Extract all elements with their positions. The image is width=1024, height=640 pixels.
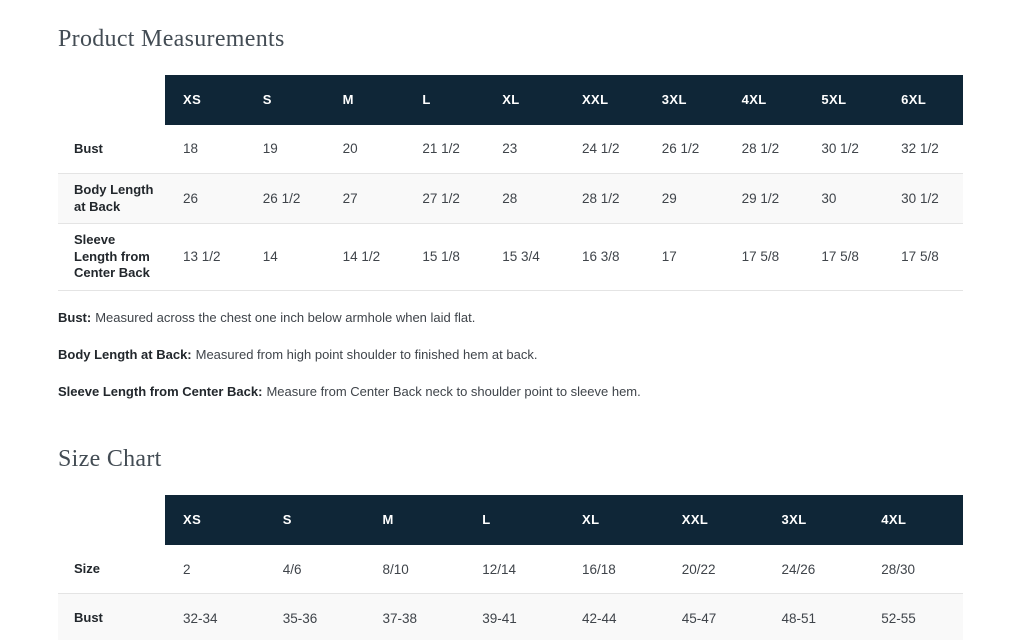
column-header-s: S xyxy=(245,75,325,125)
row-label: Body Length at Back xyxy=(58,174,165,224)
measurement-cell: 30 xyxy=(803,174,883,224)
note-sleeve-length-text: Measure from Center Back neck to shoulder point to sleeve hem. xyxy=(266,384,641,400)
column-header-5xl: 5XL xyxy=(803,75,883,125)
row-label: Size xyxy=(58,545,165,594)
measurement-cell: 20/22 xyxy=(664,545,764,594)
measurement-cell: 29 xyxy=(644,174,724,224)
column-header-xl: XL xyxy=(564,495,664,545)
measurement-cell: 30 1/2 xyxy=(803,125,883,174)
product-measurements-title: Product Measurements xyxy=(58,26,285,52)
note-sleeve-length-term: Sleeve Length from Center Back: xyxy=(58,384,263,400)
measurement-cell: 27 1/2 xyxy=(404,174,484,224)
measurement-cell: 8/10 xyxy=(365,545,465,594)
row-label: Bust xyxy=(58,125,165,174)
product-measurements-table xyxy=(58,75,963,291)
measurement-cell: 16 3/8 xyxy=(564,224,644,291)
measurement-cell: 48-51 xyxy=(764,594,864,640)
header-spacer xyxy=(58,495,165,545)
column-header-6xl: 6XL xyxy=(883,75,963,125)
measurement-cell: 24/26 xyxy=(764,545,864,594)
column-header-3xl: 3XL xyxy=(644,75,724,125)
header-row xyxy=(58,75,963,125)
column-header-4xl: 4XL xyxy=(724,75,804,125)
measurement-cell: 18 xyxy=(165,125,245,174)
note-body-length-text: Measured from high point shoulder to finished hem at back. xyxy=(195,346,538,362)
measurement-cell: 23 xyxy=(484,125,564,174)
table-row xyxy=(58,125,963,174)
measurement-cell: 28 xyxy=(484,174,564,224)
measurement-cell: 13 1/2 xyxy=(165,224,245,291)
row-label: Sleeve Length from Center Back xyxy=(58,224,165,291)
size-chart-section xyxy=(58,446,963,640)
measurement-cell: 4/6 xyxy=(265,545,365,594)
measurement-cell: 45-47 xyxy=(664,594,764,640)
table-row xyxy=(58,174,963,224)
note-body-length-term: Body Length at Back: xyxy=(58,346,192,362)
column-header-xxl: XXL xyxy=(664,495,764,545)
measurement-cell: 30 1/2 xyxy=(883,174,963,224)
measurement-cell: 29 1/2 xyxy=(724,174,804,224)
measurement-cell: 32-34 xyxy=(165,594,265,640)
column-header-4xl: 4XL xyxy=(863,495,963,545)
column-header-s: S xyxy=(265,495,365,545)
measurement-cell: 21 1/2 xyxy=(404,125,484,174)
header-spacer xyxy=(58,75,165,125)
note-bust-term: Bust: xyxy=(58,309,92,325)
measurement-cell: 35-36 xyxy=(265,594,365,640)
column-header-l: L xyxy=(404,75,484,125)
measurement-cell: 39-41 xyxy=(464,594,564,640)
note-bust-text: Measured across the chest one inch below armhole when laid flat. xyxy=(95,309,476,325)
product-measurements-section xyxy=(58,26,963,400)
measurement-cell: 17 xyxy=(644,224,724,291)
measurement-cell: 14 1/2 xyxy=(325,224,405,291)
measurement-cell: 37-38 xyxy=(365,594,465,640)
measurement-cell: 26 1/2 xyxy=(644,125,724,174)
measurement-cell: 17 5/8 xyxy=(724,224,804,291)
measurement-notes xyxy=(58,310,963,401)
measurement-cell: 15 3/4 xyxy=(484,224,564,291)
size-chart-table-grid xyxy=(58,495,963,640)
column-header-m: M xyxy=(325,75,405,125)
size-chart-title: Size Chart xyxy=(58,446,162,473)
table-row xyxy=(58,594,963,640)
note-body-length xyxy=(58,347,963,363)
measurement-cell: 27 xyxy=(325,174,405,224)
measurement-cell: 17 5/8 xyxy=(803,224,883,291)
product-measurements-table-grid xyxy=(58,75,963,291)
row-label: Bust xyxy=(58,594,165,640)
measurement-cell: 52-55 xyxy=(863,594,963,640)
column-header-xs: XS xyxy=(165,75,245,125)
measurement-cell: 15 1/8 xyxy=(404,224,484,291)
measurement-cell: 42-44 xyxy=(564,594,664,640)
measurement-cell: 2 xyxy=(165,545,265,594)
measurement-cell: 26 xyxy=(165,174,245,224)
header-row xyxy=(58,495,963,545)
measurement-cell: 12/14 xyxy=(464,545,564,594)
measurement-cell: 16/18 xyxy=(564,545,664,594)
measurement-cell: 32 1/2 xyxy=(883,125,963,174)
size-chart-table xyxy=(58,495,963,640)
note-sleeve-length xyxy=(58,384,963,400)
column-header-xs: XS xyxy=(165,495,265,545)
column-header-3xl: 3XL xyxy=(764,495,864,545)
measurement-cell: 20 xyxy=(325,125,405,174)
measurement-cell: 24 1/2 xyxy=(564,125,644,174)
measurement-cell: 19 xyxy=(245,125,325,174)
table-row xyxy=(58,545,963,594)
column-header-xl: XL xyxy=(484,75,564,125)
measurement-cell: 26 1/2 xyxy=(245,174,325,224)
column-header-xxl: XXL xyxy=(564,75,644,125)
measurement-cell: 28/30 xyxy=(863,545,963,594)
column-header-l: L xyxy=(464,495,564,545)
measurement-cell: 28 1/2 xyxy=(564,174,644,224)
table-row xyxy=(58,224,963,291)
measurement-cell: 17 5/8 xyxy=(883,224,963,291)
column-header-m: M xyxy=(365,495,465,545)
measurement-cell: 14 xyxy=(245,224,325,291)
measurement-cell: 28 1/2 xyxy=(724,125,804,174)
note-bust xyxy=(58,310,963,326)
